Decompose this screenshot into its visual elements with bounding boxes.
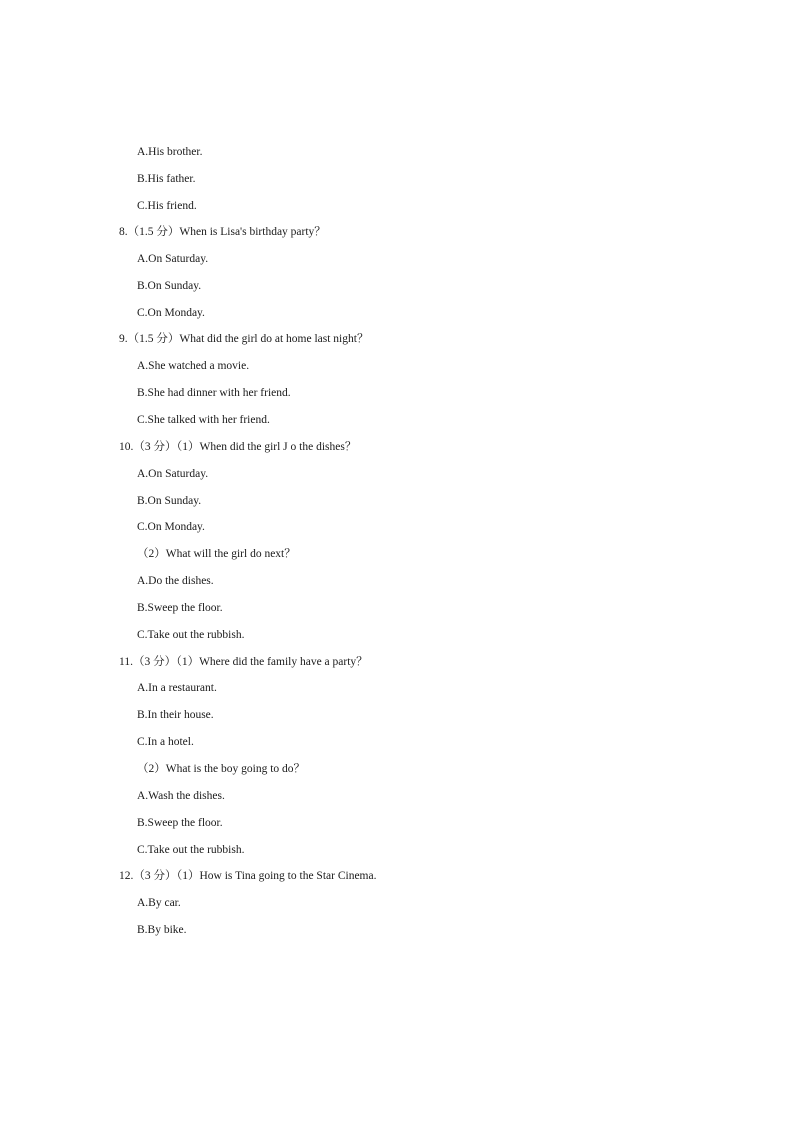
option-line: A.Do the dishes. [137,575,214,587]
option-line: B.His father. [137,173,196,185]
option-line: A.She watched a movie. [137,360,250,372]
question-line: 8.（1.5 分）When is Lisa's birthday party？ [119,226,326,238]
option-line: B.Sweep the floor. [137,817,223,829]
option-line: B.By bike. [137,924,187,936]
option-line: B.She had dinner with her friend. [137,387,291,399]
option-line: C.On Monday. [137,307,205,319]
option-line: A.On Saturday. [137,468,209,480]
option-line: A.His brother. [137,146,203,158]
question-line: 9.（1.5 分）What did the girl do at home last night？ [119,333,369,345]
option-line: A.Wash the dishes. [137,790,225,802]
option-line: C.In a hotel. [137,736,194,748]
option-line: C.His friend. [137,200,197,212]
option-line: B.In their house. [137,709,214,721]
option-line: C.She talked with her friend. [137,414,270,426]
option-line: B.Sweep the floor. [137,602,223,614]
question-line: 12.（3 分）（1）How is Tina going to the Star Cinema. [119,870,377,882]
question-line: 11.（3 分）（1）Where did the family have a party？ [119,656,368,668]
option-line: C.Take out the rubbish. [137,629,245,641]
option-line: A.By car. [137,897,181,909]
option-line: C.Take out the rubbish. [137,844,245,856]
sub-question-line: （2）What will the girl do next？ [137,548,296,560]
question-line: 10.（3 分）（1）When did the girl J o the dishes？ [119,441,357,453]
option-line: C.On Monday. [137,521,205,533]
sub-question-line: （2）What is the boy going to do？ [137,763,306,775]
option-line: B.On Sunday. [137,495,202,507]
option-line: B.On Sunday. [137,280,202,292]
option-line: A.On Saturday. [137,253,209,265]
option-line: A.In a restaurant. [137,682,217,694]
